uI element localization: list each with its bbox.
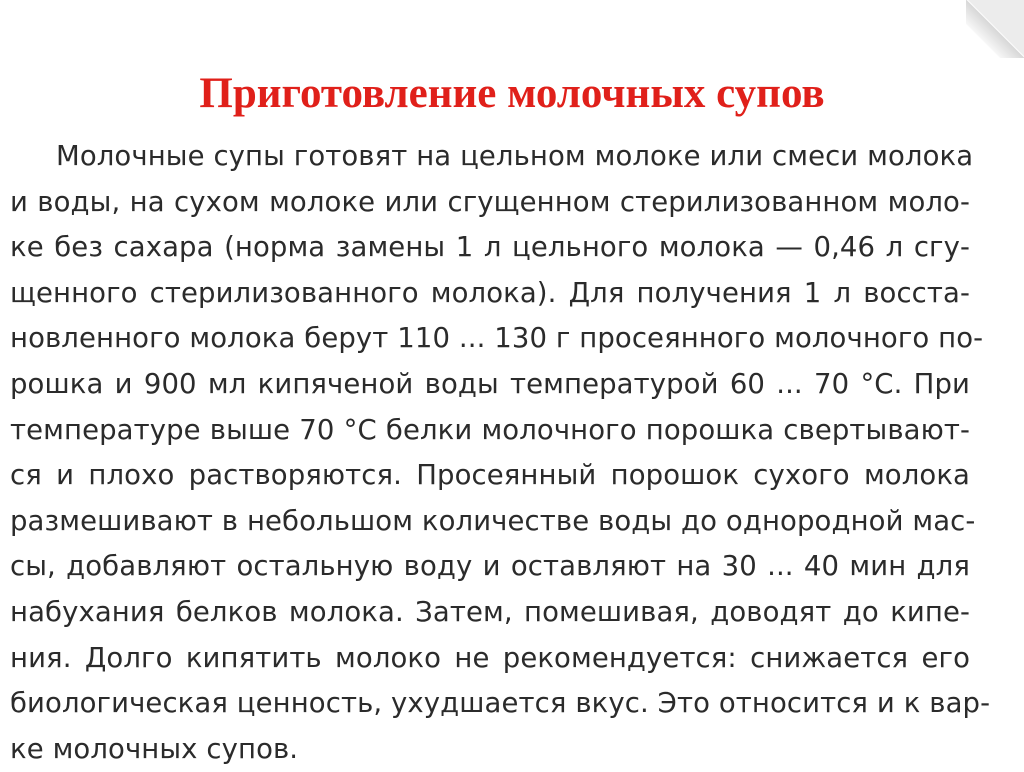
text-line: щенного стерилизованного молока). Для получения 1 л восста- [10,276,970,309]
page-curl-highlight [966,0,1024,58]
text-line: и воды, на сухом молоке или сгущенном стерилизованном моло- [10,185,970,218]
text-line: рошка и 900 мл кипяченой воды температурой 60 ... 70 °С. При [10,367,970,400]
text-line: ке молочных супов. [10,732,299,765]
text-line: ке без сахара (норма замены 1 л цельного молока — 0,46 л сгу- [10,231,970,264]
text-line: размешивают в небольшом количестве воды до однородной мас- [10,504,976,537]
text-line: температуре выше 70 °С белки молочного порошка свертывают- [10,413,970,446]
text-line: набухания белков молока. Затем, помешивая, доводят до кипе- [10,595,970,628]
slide-title: Приготовление молочных супов [199,70,825,117]
text-line: биологическая ценность, ухудшается вкус. Это относится и к вар- [10,687,991,720]
text-line: ся и плохо растворяются. Просеянный порошок сухого молока [10,459,970,492]
text-line: Молочные супы готовят на цельном молоке или смеси молока [56,140,974,172]
body-paragraph [10,134,991,772]
text-line: новленного молока берут 110 ... 130 г просеянного молочного по- [10,322,984,355]
text-line: ния. Долго кипятить молоко не рекомендуется: снижается его [10,641,970,674]
text-line: сы, добавляют остальную воду и оставляют на 30 ... 40 мин для [10,550,970,583]
